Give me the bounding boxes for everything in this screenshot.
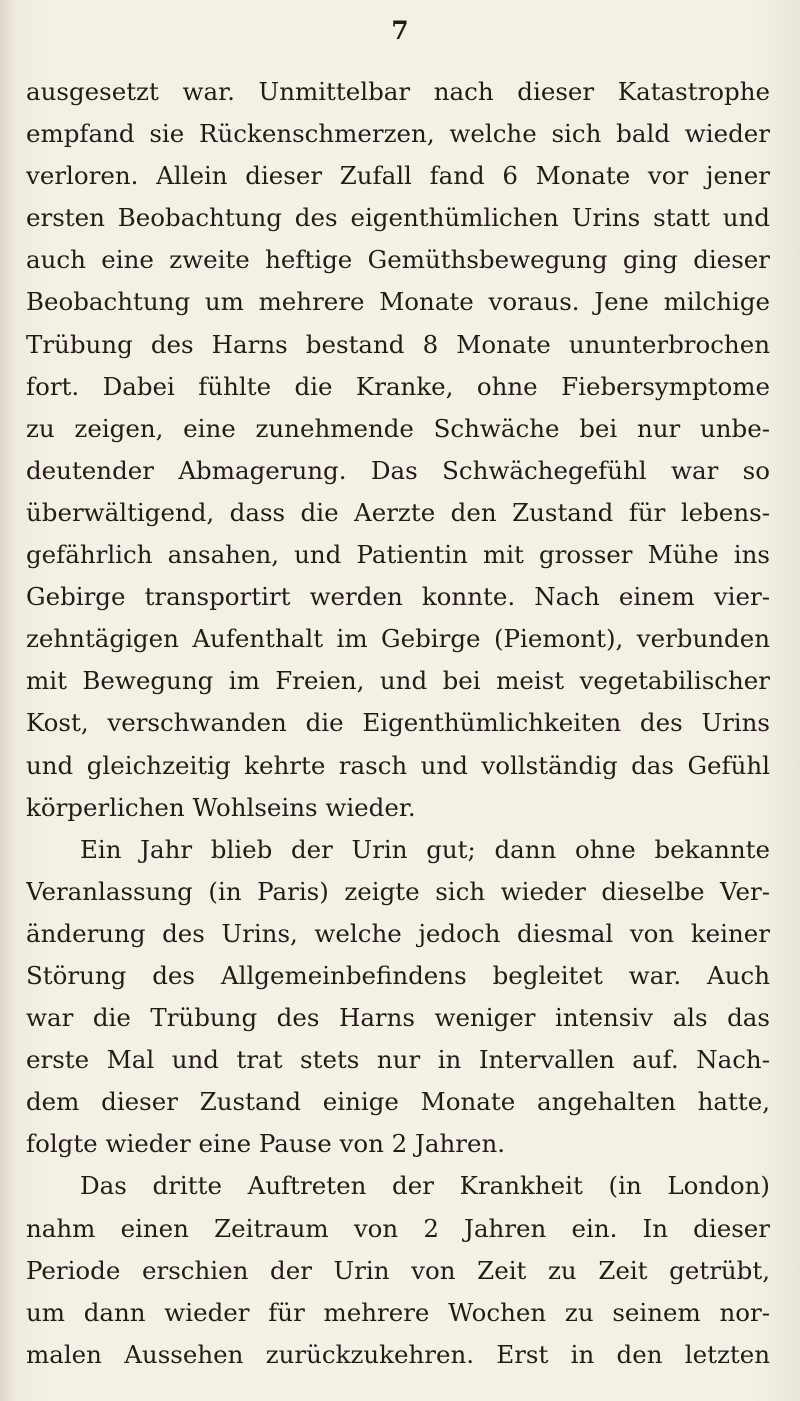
text-line: Trübung des Harns bestand 8 Monate ununterbrochen	[26, 329, 770, 359]
text-line: Gebirge transportirt werden konnte. Nach einem vier-	[26, 582, 770, 612]
text-line: fort. Dabei fühlte die Kranke, ohne Fiebersymptome	[26, 371, 770, 401]
text-line: gefährlich ansahen, und Patientin mit grosser Mühe ins	[26, 540, 770, 570]
text-line: nahm einen Zeitraum von 2 Jahren ein. In dieser	[26, 1213, 770, 1243]
text-line: ersten Beobachtung des eigenthümlichen Urins statt und	[26, 203, 770, 233]
page-number: 7	[391, 16, 409, 45]
text-line: änderung des Urins, welche jedoch diesmal von keiner	[26, 918, 770, 948]
body-text	[26, 71, 770, 1376]
text-line: und gleichzeitig kehrte rasch und vollständig das Gefühl	[26, 750, 770, 780]
text-line: überwältigend, dass die Aerzte den Zustand für lebens-	[26, 497, 770, 527]
text-line: Veranlassung (in Paris) zeigte sich wieder dieselbe Ver-	[26, 876, 770, 906]
paragraph-end-line: folgte wieder eine Pause von 2 Jahren.	[26, 1129, 506, 1159]
text-line: war die Trübung des Harns weniger intensiv als das	[26, 1003, 770, 1033]
text-line: verloren. Allein dieser Zufall fand 6 Monate vor jener	[26, 161, 770, 191]
text-line: malen Aussehen zurückzukehren. Erst in den letzten	[26, 1339, 770, 1369]
text-line: Störung des Allgemeinbefindens begleitet war. Auch	[26, 960, 770, 990]
text-line: ausgesetzt war. Unmittelbar nach dieser Katastrophe	[26, 77, 770, 106]
text-line: auch eine zweite heftige Gemüthsbewegung ging dieser	[26, 245, 770, 275]
paragraph-start-line: Das dritte Auftreten der Krankheit (in London)	[80, 1171, 770, 1201]
text-line: mit Bewegung im Freien, und bei meist vegetabilischer	[26, 666, 770, 696]
text-line: dem dieser Zustand einige Monate angehalten hatte,	[26, 1087, 770, 1117]
text-line: erste Mal und trat stets nur in Intervallen auf. Nach-	[26, 1045, 770, 1075]
paragraph-end-line: körperlichen Wohlseins wieder.	[26, 792, 416, 822]
text-line: Periode erschien der Urin von Zeit zu Zeit getrübt,	[26, 1255, 770, 1285]
paragraph-start-line: Ein Jahr blieb der Urin gut; dann ohne bekannte	[80, 834, 770, 864]
text-line: zehntägigen Aufenthalt im Gebirge (Piemont), verbunden	[26, 624, 770, 654]
text-line: zu zeigen, eine zunehmende Schwäche bei nur unbe-	[26, 413, 770, 443]
text-line: Beobachtung um mehrere Monate voraus. Jene milchige	[26, 287, 770, 317]
text-line: um dann wieder für mehrere Wochen zu seinem nor-	[26, 1297, 770, 1327]
text-line: Kost, verschwanden die Eigenthümlichkeiten des Urins	[26, 708, 770, 738]
text-line: deutender Abmagerung. Das Schwächegefühl war so	[26, 455, 770, 485]
text-line: empfand sie Rückenschmerzen, welche sich bald wieder	[26, 119, 770, 149]
